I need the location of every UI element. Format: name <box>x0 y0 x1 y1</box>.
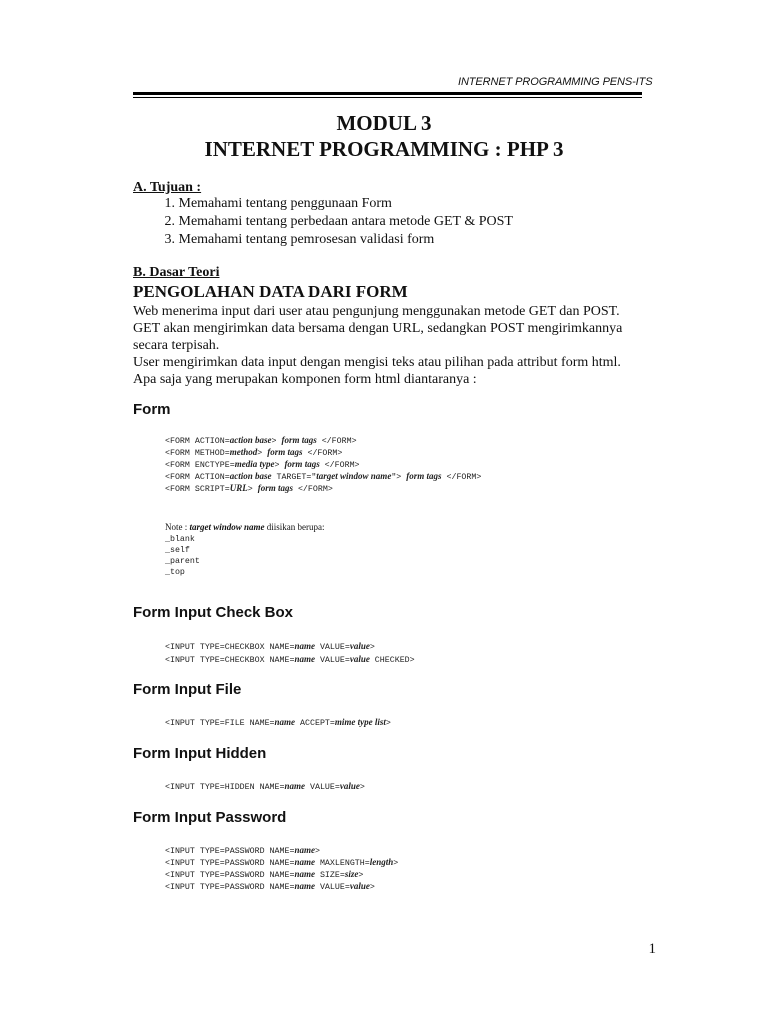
target-option: _top <box>165 568 185 577</box>
code-token: > <box>314 847 320 856</box>
code-token: VALUE= <box>305 783 340 792</box>
target-note <box>165 522 325 532</box>
theory-subheading: PENGOLAHAN DATA DARI FORM <box>133 282 408 301</box>
code-token: </FORM> <box>316 437 357 446</box>
code-token: VALUE= <box>314 643 350 652</box>
code-param: form tags <box>257 483 293 493</box>
code-token: > <box>369 883 375 892</box>
code-param: name <box>274 717 296 727</box>
code-token: > <box>359 783 365 792</box>
code-param: form tags <box>267 447 303 457</box>
code-token: MAXLENGTH= <box>314 859 370 868</box>
code-line <box>165 880 375 894</box>
code-param: value <box>339 781 360 791</box>
target-option: _parent <box>165 557 200 566</box>
code-token: VALUE= <box>314 656 350 665</box>
hidden-heading: Form Input Hidden <box>133 745 267 762</box>
code-token: <INPUT TYPE=PASSWORD NAME= <box>165 883 295 892</box>
code-param: value <box>349 654 370 664</box>
code-token: <INPUT TYPE=CHECKBOX NAME= <box>165 643 295 652</box>
form-heading: Form <box>133 401 171 418</box>
code-token: <INPUT TYPE=FILE NAME= <box>165 719 275 728</box>
code-param: media type <box>234 459 275 469</box>
code-token: <FORM SCRIPT= <box>165 485 230 494</box>
code-token: > <box>385 719 391 728</box>
code-token: <INPUT TYPE=PASSWORD NAME= <box>165 859 295 868</box>
code-token: > <box>393 859 399 868</box>
paragraph-line: Web menerima input dari user atau pengunjung menggunakan metode GET dan POST. <box>133 304 620 319</box>
code-line <box>165 482 333 496</box>
code-param: size <box>344 869 359 879</box>
code-param: length <box>369 857 394 867</box>
code-param: name <box>294 881 315 891</box>
page-number: 1 <box>648 941 656 957</box>
module-subtitle: INTERNET PROGRAMMING : PHP 3 <box>204 137 564 161</box>
code-token: <FORM ENCTYPE= <box>165 461 235 470</box>
note-term: target window name <box>189 522 265 532</box>
list-item <box>133 231 513 249</box>
item-text: Memahami tentang perbedaan antara metode GET & POST <box>178 214 513 229</box>
item-number: 3. <box>164 232 175 247</box>
code-token: ACCEPT= <box>295 719 335 728</box>
paragraph-line: secara terpisah. <box>133 338 220 353</box>
code-param: name <box>294 641 315 651</box>
code-token: <INPUT TYPE=PASSWORD NAME= <box>165 847 295 856</box>
code-param: URL <box>229 483 248 493</box>
code-token: </FORM> <box>302 449 343 458</box>
paragraph-line: GET akan mengirimkan data bersama dengan URL, sedangkan POST mengirimkannya <box>133 321 623 336</box>
code-token: <FORM METHOD= <box>165 449 230 458</box>
code-token: VALUE= <box>314 883 350 892</box>
paragraph-line: User mengirimkan data input dengan mengisi teks atau pilihan pada attribut form html. <box>133 355 621 370</box>
code-param: form tags <box>406 471 442 481</box>
code-param: form tags <box>281 435 317 445</box>
code-line <box>165 780 365 794</box>
code-param: name <box>284 781 306 791</box>
code-param: value <box>349 641 370 651</box>
code-token: > <box>257 449 268 458</box>
code-param: value <box>349 881 370 891</box>
code-token: <INPUT TYPE=PASSWORD NAME= <box>165 871 295 880</box>
code-param: name <box>294 654 315 664</box>
item-number: 1. <box>164 196 175 211</box>
code-param: name <box>294 857 315 867</box>
code-param: mime type list <box>334 717 386 727</box>
item-text: Memahami tentang pemrosesan validasi form <box>178 232 435 247</box>
code-token: TARGET=" <box>271 473 317 482</box>
code-token: <FORM ACTION= <box>165 437 230 446</box>
code-token: > <box>369 643 375 652</box>
checkbox-heading: Form Input Check Box <box>133 604 294 621</box>
code-token: > <box>358 871 364 880</box>
list-item <box>133 213 513 231</box>
section-a-heading: A. Tujuan : <box>133 180 202 195</box>
code-token: <INPUT TYPE=HIDDEN NAME= <box>165 783 285 792</box>
password-heading: Form Input Password <box>133 809 287 826</box>
goals-list <box>133 195 513 249</box>
code-token: SIZE= <box>314 871 345 880</box>
target-option: _blank <box>165 535 195 544</box>
file-heading: Form Input File <box>133 681 242 698</box>
section-b-heading: B. Dasar Teori <box>133 265 220 280</box>
code-line <box>165 653 415 667</box>
code-line <box>165 640 375 654</box>
note-suffix: diisikan berupa: <box>264 522 325 532</box>
target-option: _self <box>165 546 190 555</box>
header-rule-thin <box>133 97 642 98</box>
code-param: action base <box>229 435 272 445</box>
code-param: target window name <box>316 471 392 481</box>
list-item <box>133 195 513 213</box>
header-rule-thick <box>133 92 642 95</box>
running-header: INTERNET PROGRAMMING PENS-ITS <box>458 76 653 88</box>
code-param: name <box>294 845 315 855</box>
item-number: 2. <box>164 214 175 229</box>
code-token: > <box>247 485 258 494</box>
code-param: method <box>229 447 258 457</box>
code-token: </FORM> <box>292 485 333 494</box>
code-param: action base <box>229 471 272 481</box>
code-line <box>165 716 391 730</box>
code-token: <INPUT TYPE=CHECKBOX NAME= <box>165 656 295 665</box>
code-token: </FORM> <box>319 461 360 470</box>
item-text: Memahami tentang penggunaan Form <box>178 196 392 211</box>
module-title: MODUL 3 <box>336 111 432 135</box>
note-prefix: Note : <box>165 522 190 532</box>
code-token: CHECKED> <box>369 656 415 665</box>
paragraph-line: Apa saja yang merupakan komponen form html diantaranya : <box>133 372 477 387</box>
code-param: form tags <box>284 459 320 469</box>
code-token: > <box>271 437 282 446</box>
code-token: "> <box>391 473 407 482</box>
code-token: <FORM ACTION= <box>165 473 230 482</box>
code-token: </FORM> <box>441 473 482 482</box>
code-param: name <box>294 869 315 879</box>
code-token: > <box>274 461 285 470</box>
